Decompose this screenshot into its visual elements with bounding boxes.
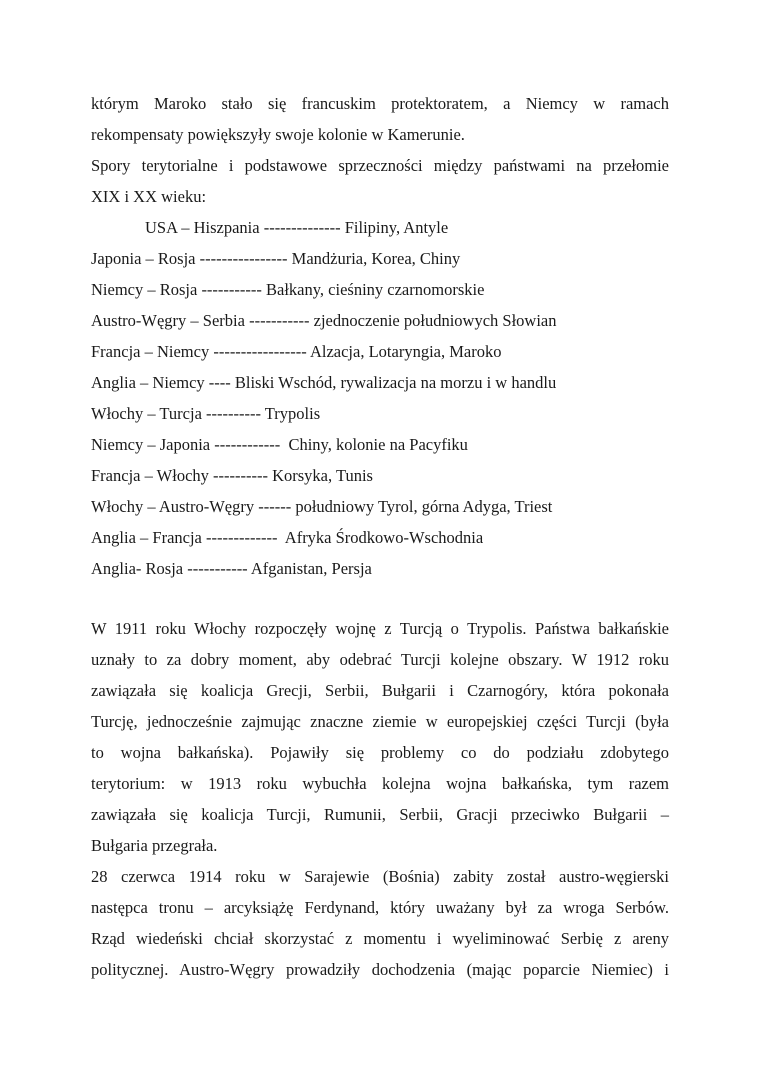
paragraph-maroko — [91, 88, 669, 150]
text-line: terytorium: w 1913 roku wybuchła kolejna wojna bałkańska, tym razem — [91, 774, 669, 793]
dispute-item: Niemcy – Japonia ------------ Chiny, kolonie na Pacyfiku — [91, 435, 468, 454]
disputes-list — [91, 212, 669, 584]
text-line: którym Maroko stało się francuskim protektoratem, a Niemcy w ramach — [91, 94, 669, 113]
text-line: Spory terytorialne i podstawowe sprzeczności między państwami na przełomie — [91, 156, 669, 175]
text-line: Rząd wiedeński chciał skorzystać z momentu i wyeliminować Serbię z areny — [91, 929, 669, 948]
text-line: Turcję, jednocześnie zajmując znaczne ziemie w europejskiej części Turcji (była — [91, 712, 669, 731]
text-line: 28 czerwca 1914 roku w Sarajewie (Bośnia) zabity został austro-węgierski — [91, 867, 669, 886]
text-line: zawiązała się koalicja Grecji, Serbii, Bułgarii i Czarnogóry, która pokonała — [91, 681, 669, 700]
text-line: W 1911 roku Włochy rozpoczęły wojnę z Turcją o Trypolis. Państwa bałkańskie — [91, 619, 669, 638]
dispute-item: Anglia – Niemcy ---- Bliski Wschód, rywalizacja na morzu i w handlu — [91, 373, 557, 392]
text-line: to wojna bałkańska). Pojawiły się problemy co do podziału zdobytego — [91, 743, 669, 762]
text-line: Bułgaria przegrała. — [91, 836, 218, 855]
text-line: uznały to za dobry moment, aby odebrać Turcji kolejne obszary. W 1912 roku — [91, 650, 669, 669]
text-line: politycznej. Austro-Węgry prowadziły dochodzenia (mając poparcie Niemiec) i — [91, 960, 669, 979]
dispute-item: Włochy – Turcja ---------- Trypolis — [91, 404, 321, 423]
paragraph-spory-heading — [91, 150, 669, 212]
dispute-item: Niemcy – Rosja ----------- Bałkany, cieśniny czarnomorskie — [91, 280, 485, 299]
text-line: XIX i XX wieku: — [91, 187, 207, 206]
dispute-item: Anglia- Rosja ----------- Afganistan, Persja — [91, 559, 372, 578]
dispute-item: Austro-Węgry – Serbia ----------- zjednoczenie południowych Słowian — [91, 311, 557, 330]
text-line: następca tronu – arcyksiążę Ferdynand, który uważany był za wroga Serbów. — [91, 898, 669, 917]
dispute-item: USA – Hiszpania -------------- Filipiny, Antyle — [145, 218, 449, 237]
dispute-item: Japonia – Rosja ---------------- Mandżuria, Korea, Chiny — [91, 249, 461, 268]
dispute-item: Anglia – Francja ------------- Afryka Środkowo-Wschodnia — [91, 528, 484, 547]
dispute-item: Francja – Niemcy ----------------- Alzacja, Lotaryngia, Maroko — [91, 342, 502, 361]
text-line: rekompensaty powiększyły swoje kolonie w Kamerunie. — [91, 125, 465, 144]
paragraph-balkan-wars — [91, 613, 669, 861]
text-line: zawiązała się koalicja Turcji, Rumunii, Serbii, Gracji przeciwko Bułgarii – — [91, 805, 669, 824]
dispute-item: Włochy – Austro-Węgry ------ południowy Tyrol, górna Adyga, Triest — [91, 497, 553, 516]
paragraph-sarajevo — [91, 861, 669, 985]
dispute-item: Francja – Włochy ---------- Korsyka, Tunis — [91, 466, 373, 485]
